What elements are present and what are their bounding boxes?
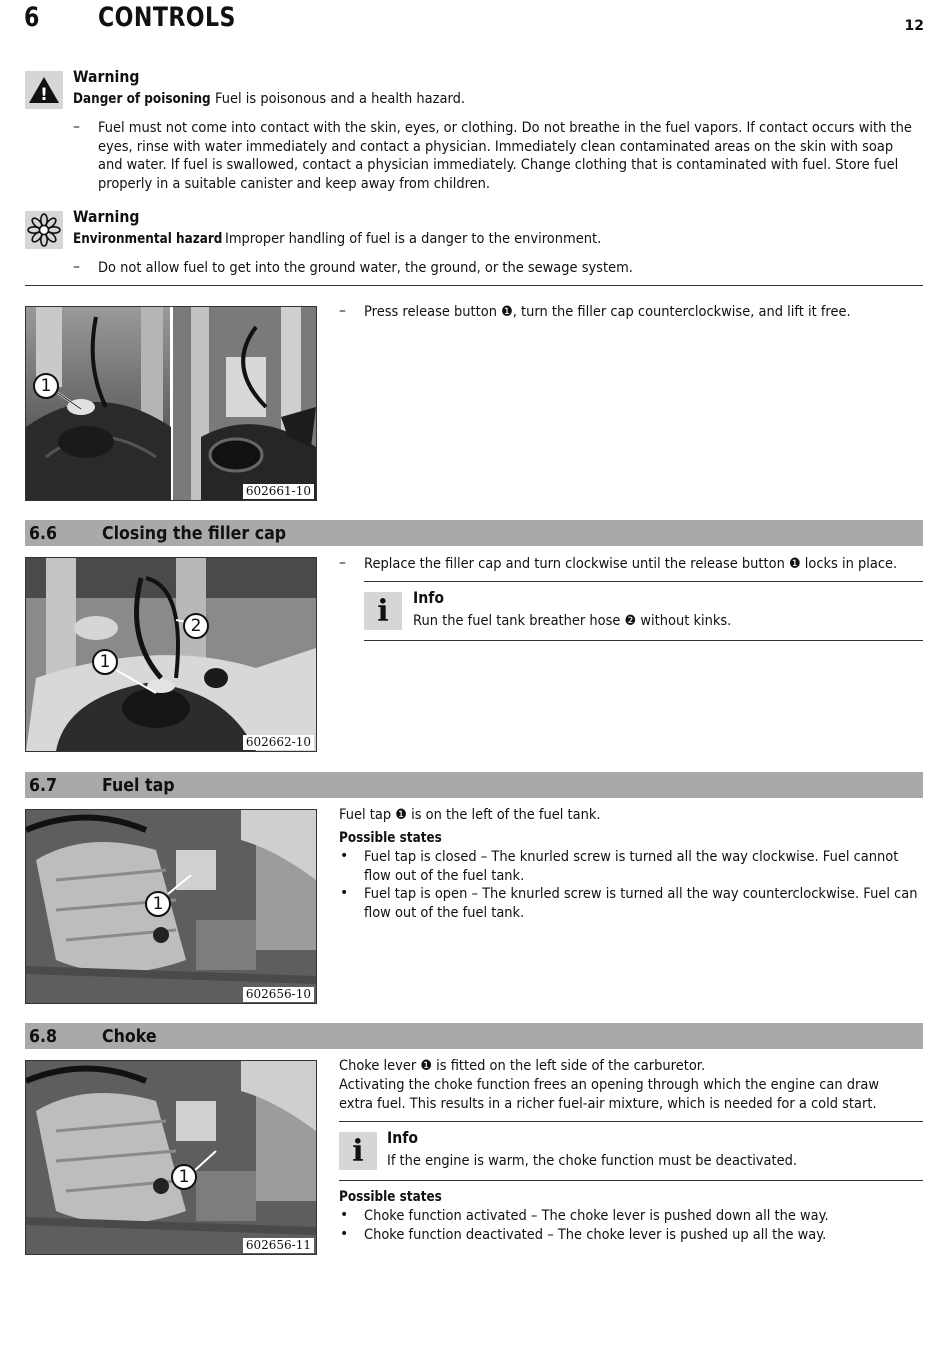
section-title: Closing the filler cap	[102, 523, 287, 544]
figure-id: 602656-10	[243, 987, 314, 1002]
warning-summary: Improper handling of fuel is a danger to the environment.	[225, 231, 602, 247]
callout-1: 1	[92, 649, 118, 675]
section-number: 6.8	[29, 1026, 58, 1047]
step-text: Press release button ❶, turn the filler cap counterclockwise, and lift it free.	[364, 304, 851, 320]
state-item: Choke function deactivated – The choke lever is pushed up all the way.	[364, 1227, 827, 1243]
info-bottom-rule	[339, 1180, 923, 1181]
dash-marker: –	[73, 119, 80, 135]
warning-summary: Fuel is poisonous and a health hazard.	[215, 91, 466, 107]
info-title: Info	[387, 1128, 419, 1147]
info-top-rule	[364, 581, 923, 582]
callout-1: 1	[33, 373, 59, 399]
callout-2: 2	[183, 613, 209, 639]
callout-1: 1	[145, 891, 171, 917]
warning-title: Warning	[73, 207, 140, 226]
section-intro: Choke lever ❶ is fitted on the left side of the carburetor.	[339, 1058, 706, 1074]
bullet-marker: •	[340, 885, 349, 901]
info-glyph: i	[352, 1133, 364, 1169]
dash-marker: –	[339, 303, 346, 319]
figure-open-filler-cap	[25, 306, 317, 501]
warning-glyph: !	[40, 85, 48, 105]
state-item: Fuel tap is closed – The knurled screw is turned all the way clockwise. Fuel cannot flow out of the fuel tank.	[364, 849, 899, 884]
dash-marker: –	[339, 555, 346, 571]
section-number: 6.7	[29, 775, 58, 796]
warning-item: Fuel must not come into contact with the skin, eyes, or clothing. Do not breathe in the fuel vapors. If contact occurs with the eyes, rinse with water immediately and contact a physician. Immediately clean contaminated areas on the skin with soap and water. If fuel is swallowed, contact a physician immediately. Change clothing that is contaminated with fuel. Store fuel properly in a suitable canister and keep away from children.	[98, 120, 912, 192]
section-intro-detail: Activating the choke function frees an opening through which the engine can draw extra fuel. This results in a richer fuel-air mixture, which is needed for a cold start.	[339, 1077, 879, 1112]
states-title: Possible states	[339, 830, 442, 846]
divider	[25, 285, 923, 286]
info-bottom-rule	[364, 640, 923, 641]
page-number: 12	[904, 18, 924, 34]
section-heading-6-6	[25, 520, 923, 546]
warning-triangle-icon	[25, 71, 63, 109]
environment-flower-icon	[25, 211, 63, 249]
info-title: Info	[413, 588, 445, 607]
bullet-marker: •	[340, 1226, 349, 1242]
bullet-marker: •	[340, 848, 349, 864]
section-title: Choke	[102, 1026, 157, 1047]
figure-id: 602661-10	[243, 484, 314, 499]
section-intro: Fuel tap ❶ is on the left of the fuel tank.	[339, 807, 601, 823]
info-icon	[364, 592, 402, 630]
state-item: Choke function activated – The choke lever is pushed down all the way.	[364, 1208, 829, 1224]
info-top-rule	[339, 1121, 923, 1122]
chapter-number: 6	[24, 2, 40, 33]
warning-label: Danger of poisoning	[73, 91, 211, 107]
warning-title: Warning	[73, 67, 140, 86]
step-text: Replace the filler cap and turn clockwise until the release button ❶ locks in place.	[364, 556, 898, 572]
states-title: Possible states	[339, 1189, 442, 1205]
section-heading-6-7	[25, 772, 923, 798]
bullet-marker: •	[340, 1207, 349, 1223]
info-glyph: i	[377, 593, 389, 629]
callout-1: 1	[171, 1164, 197, 1190]
figure-close-filler-cap	[25, 557, 317, 752]
section-number: 6.6	[29, 523, 58, 544]
section-heading-6-8	[25, 1023, 923, 1049]
figure-id: 602656-11	[243, 1238, 314, 1253]
figure-choke	[25, 1060, 317, 1255]
warning-label: Environmental hazard	[73, 231, 223, 247]
figure-id: 602662-10	[243, 735, 314, 750]
warning-item: Do not allow fuel to get into the ground water, the ground, or the sewage system.	[98, 260, 633, 276]
info-icon	[339, 1132, 377, 1170]
state-item: Fuel tap is open – The knurled screw is turned all the way counterclockwise. Fuel can flow out of the fuel tank.	[364, 886, 918, 921]
figure-fuel-tap	[25, 809, 317, 1004]
info-text: Run the fuel tank breather hose ❷ without kinks.	[413, 613, 732, 629]
section-title: Fuel tap	[102, 775, 175, 796]
chapter-title: CONTROLS	[98, 2, 236, 33]
dash-marker: –	[73, 259, 80, 275]
info-text: If the engine is warm, the choke function must be deactivated.	[387, 1153, 798, 1169]
